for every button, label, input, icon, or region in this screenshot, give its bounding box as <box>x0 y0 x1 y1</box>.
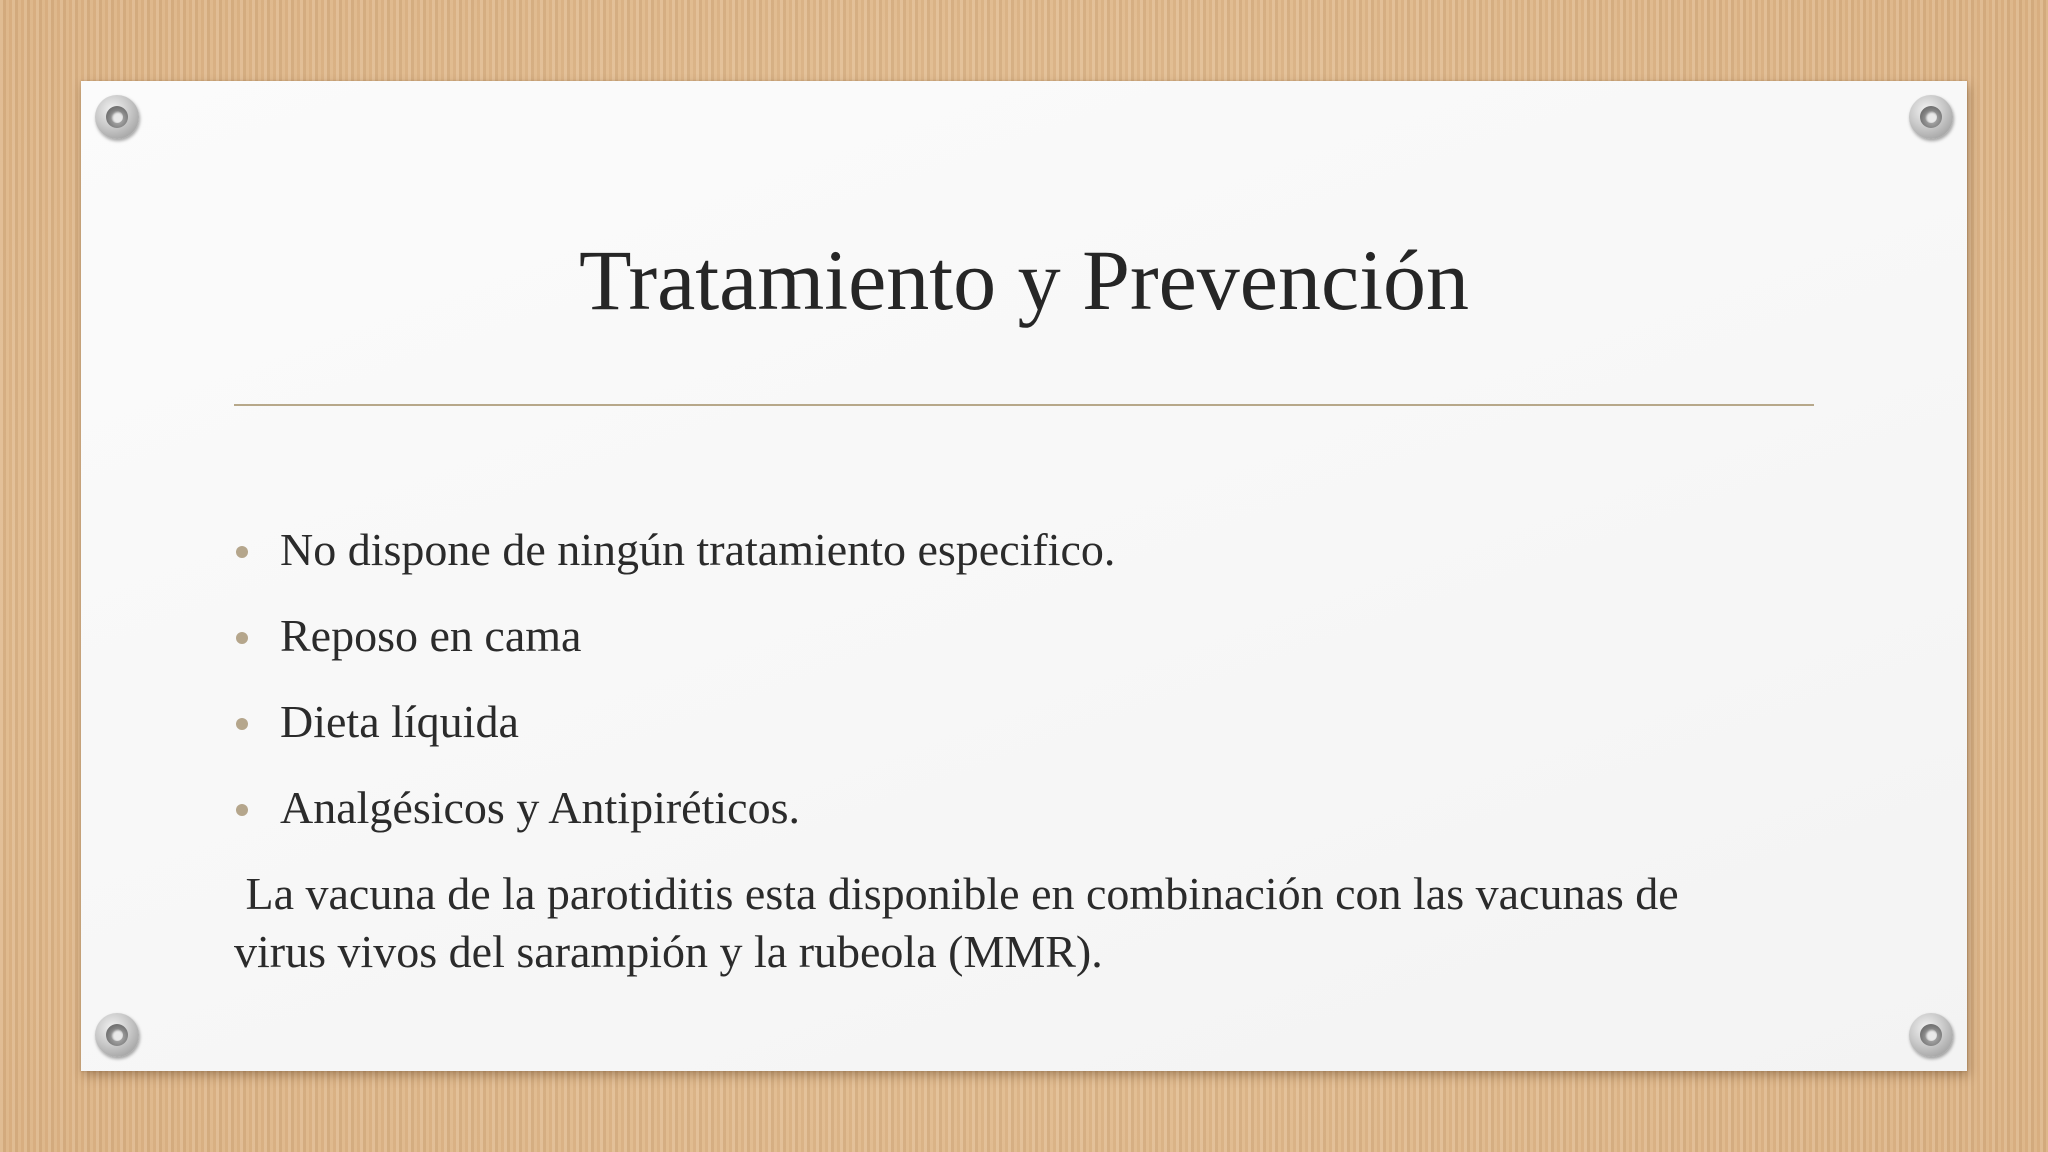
bullet-item <box>234 691 1814 777</box>
bullet-text: No dispone de ningún tratamiento especifico. <box>280 524 1116 575</box>
grommet-icon <box>1909 95 1953 139</box>
vaccine-paragraph: La vacuna de la parotiditis esta disponible en combinación con las vacunas de virus vivos del sarampión y la rubeola (MMR). <box>234 868 1679 977</box>
bullet-item <box>234 519 1814 605</box>
bullet-text: Reposo en cama <box>280 610 582 661</box>
bullet-icon <box>236 632 248 644</box>
slide-card <box>81 81 1967 1071</box>
bullet-icon <box>236 546 248 558</box>
bullet-item <box>234 777 1814 863</box>
title-divider <box>234 404 1814 406</box>
bullet-item <box>234 605 1814 691</box>
slide-title: Tratamiento y Prevención <box>578 232 1470 328</box>
grommet-icon <box>1909 1013 1953 1057</box>
bullet-list <box>234 519 1814 863</box>
bullet-icon <box>236 804 248 816</box>
grommet-icon <box>95 95 139 139</box>
bullet-text: Analgésicos y Antipiréticos. <box>280 782 800 833</box>
grommet-icon <box>95 1013 139 1057</box>
bullet-icon <box>236 718 248 730</box>
bullet-text: Dieta líquida <box>280 696 519 747</box>
